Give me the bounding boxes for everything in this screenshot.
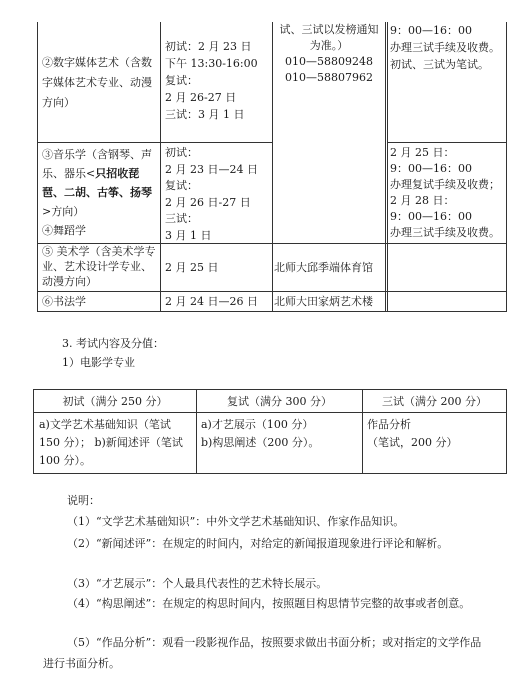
score-cell-first: a)文学艺术基础知识（笔试 150 分）； b)新闻述评（笔试 100 分）。 <box>39 418 183 467</box>
major-music <box>42 145 158 221</box>
major-digital-media: ②数字媒体艺术（含数字媒体艺术专业、动漫方向） <box>42 56 152 109</box>
notes-digital-media: 9：00—16：00 办理三试手续及收费。 初试、三试为笔试。 <box>390 24 500 71</box>
score-cell-third: 作品分析 （笔试，200 分） <box>367 418 458 449</box>
score-cell-second: a)才艺展示（100 分） b)构思阐述（200 分）。 <box>201 418 320 449</box>
venue-contact-info: 试、三试以发榜通知为准。） 010—58809248 010—58807962 <box>279 23 379 84</box>
note-item: （5）“作品分析”：观看一段影视作品，按照要求做出书面分析；或对指定的文学作品进行书面分析。 <box>43 636 482 670</box>
note-item: （3）“才艺展示”：个人最具代表性的艺术特长展示。 <box>67 577 328 590</box>
major-music-prefix: ③音乐学（含钢琴、声乐、器乐< <box>42 148 152 180</box>
major-fine-arts: ⑤ 美术学（含美术学专业、艺术设计学专业、动漫方向） <box>42 245 156 288</box>
dates-fine-arts: 2 月 25 日 <box>165 261 219 274</box>
major-dance: ④舞蹈学 <box>42 224 86 237</box>
note-item: （1）“文学艺术基础知识”：中外文学艺术基础知识、作家作品知识。 <box>67 515 405 528</box>
note-item: （2）“新闻述评”：在规定的时间内，对给定的新闻报道现象进行评论和解析。 <box>67 537 449 550</box>
notes-music: 2 月 25 日： 9：00—16：00 办理复试手续及收费； 2 月 28 日： 9：00—16：00 办理三试手续及收费。 <box>390 146 500 239</box>
score-header-third: 三试（满分 200 分） <box>382 395 487 408</box>
score-header-first: 初试（满分 250 分） <box>62 395 168 408</box>
venue-fine-arts: 北师大邱季端体育馆 <box>274 261 373 274</box>
subsection-heading: 1）电影学专业 <box>62 356 135 369</box>
section-heading: 3. 考试内容及分值： <box>62 337 164 350</box>
note-item: （4）“构思阐述”：在规定的构思时间内，按照题目构思情节完整的故事或者创意。 <box>67 597 471 610</box>
dates-digital-media: 初试：2 月 23 日 下午 13:30-16:00 复试： 2 月 26-27 日 三试：3 月 1 日 <box>165 40 258 121</box>
dates-music: 初试： 2 月 23 日—24 日 复试： 2 月 26 日-27 日 三试： 3 月 1 日 <box>165 146 258 242</box>
venue-calligraphy: 北师大田家炳艺术楼 <box>274 295 373 308</box>
score-header-second: 复试（满分 300 分） <box>227 395 332 408</box>
major-music-instruments: 只招收琵琶、二胡、古筝、扬琴 <box>42 167 152 199</box>
dates-calligraphy: 2 月 24 日—26 日 <box>165 295 258 308</box>
major-music-suffix: >方向） <box>42 205 85 218</box>
notes-title: 说明： <box>67 494 100 507</box>
major-calligraphy: ⑥书法学 <box>42 295 86 308</box>
